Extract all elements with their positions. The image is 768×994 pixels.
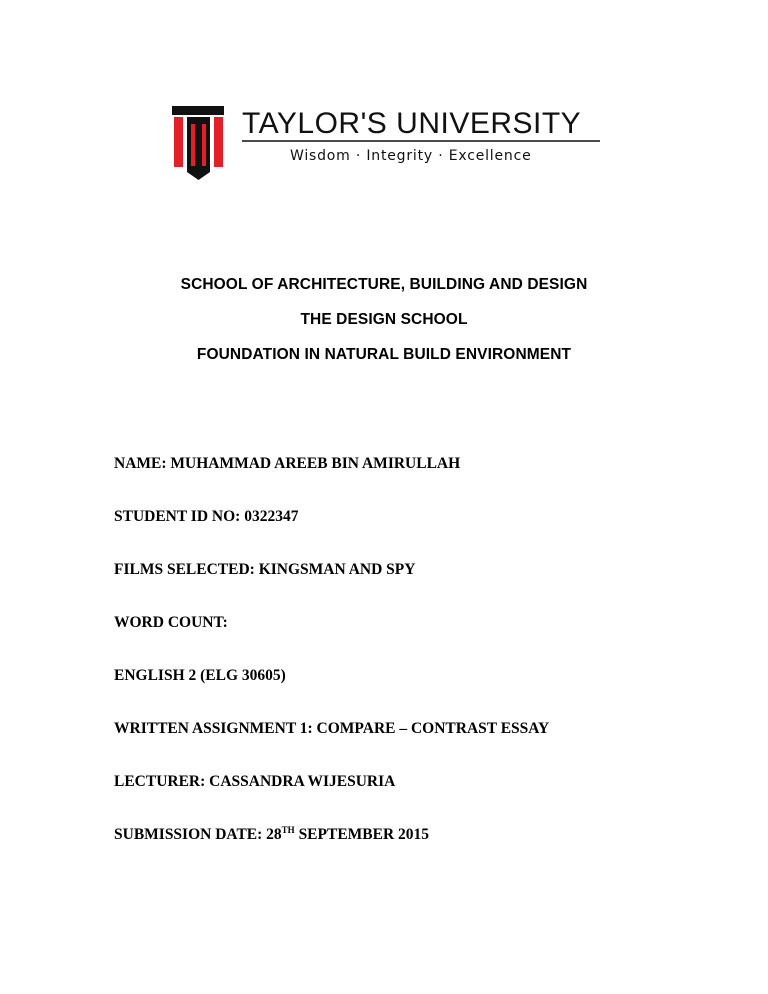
submission-date-prefix: SUBMISSION DATE: 28 [114,826,282,843]
lecturer-name: LECTURER: CASSANDRA WIJESURIA [114,773,396,790]
logo-emblem-icon [172,106,224,180]
program-title: FOUNDATION IN NATURAL BUILD ENVIRONMENT [196,346,572,363]
student-name: NAME: MUHAMMAD AREEB BIN AMIRULLAH [114,455,461,472]
word-count: WORD COUNT: [114,614,228,631]
course-code: ENGLISH 2 (ELG 30605) [114,667,286,684]
submission-date-suffix: SEPTEMBER 2015 [294,826,430,843]
submission-date-ordinal: TH [281,825,295,835]
university-logo [170,102,610,184]
school-name: SCHOOL OF ARCHITECTURE, BUILDING AND DESIGN [180,276,588,293]
films-selected: FILMS SELECTED: KINGSMAN AND SPY [114,561,416,578]
submission-date [114,826,429,844]
student-id: STUDENT ID NO: 0322347 [114,508,299,525]
assignment-title: WRITTEN ASSIGNMENT 1: COMPARE – CONTRAST ESSAY [114,720,550,737]
logo-wordmark: TAYLOR'S UNIVERSITY [242,107,582,140]
design-school-title: THE DESIGN SCHOOL [300,311,468,328]
logo-tagline: Wisdom · Integrity · Excellence [290,148,532,164]
